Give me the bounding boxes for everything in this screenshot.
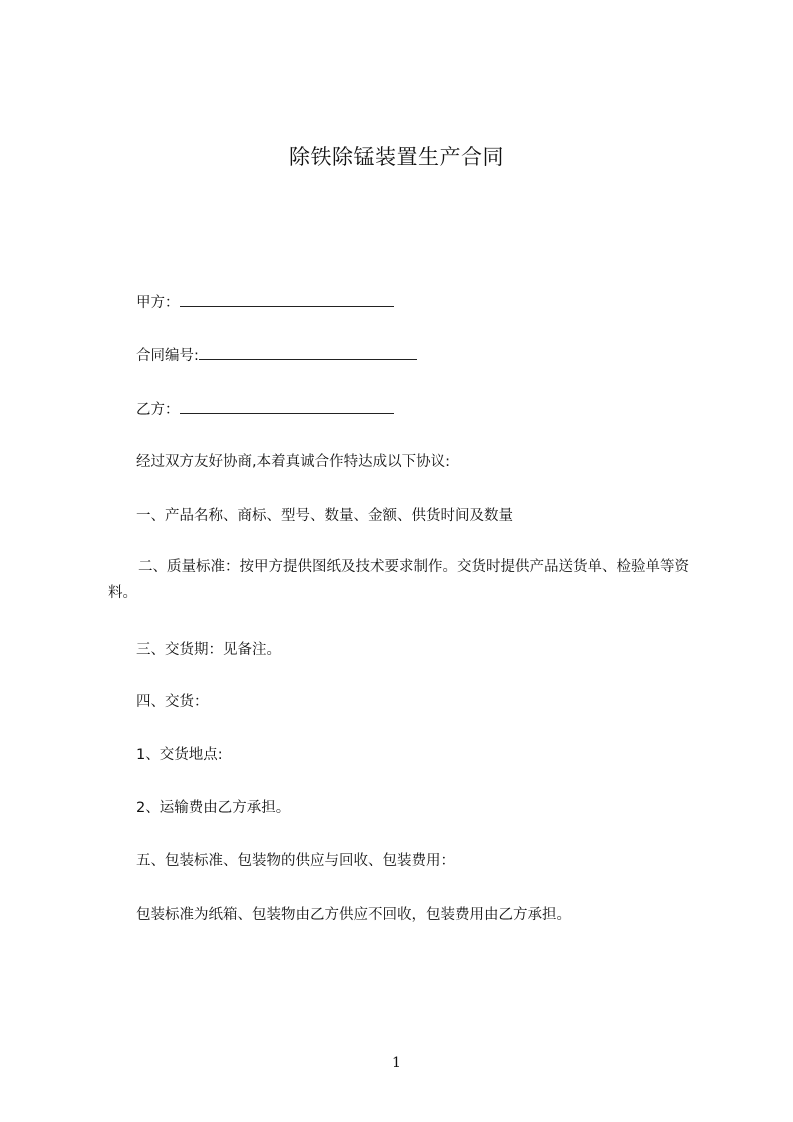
party-b-label: 乙方： — [136, 402, 180, 418]
contract-no-line — [136, 345, 417, 366]
document-title: 除铁除锰装置生产合同 — [289, 145, 504, 169]
section-1: 一、产品名称、商标、型号、数量、金额、供货时间及数量 — [136, 508, 513, 524]
party-b-line — [136, 399, 394, 420]
section-5: 五、包装标准、包装物的供应与回收、包装费用： — [136, 853, 455, 869]
section-3: 三、交货期：见备注。 — [136, 642, 281, 658]
contract-no-label: 合同编号: — [136, 348, 199, 364]
section-4-item-1: 1、交货地点: — [136, 747, 223, 763]
section-2: 二、质量标准：按甲方提供图纸及技术要求制作。交货时提供产品送货单、检验单等资料。 — [108, 559, 689, 601]
party-a-blank[interactable] — [180, 292, 394, 307]
party-a-label: 甲方： — [136, 295, 180, 311]
page-number: 1 — [392, 1055, 401, 1071]
section-4: 四、交货： — [136, 694, 209, 710]
party-a-line — [136, 292, 394, 313]
intro-text: 经过双方友好协商,本着真诚合作特达成以下协议: — [136, 454, 450, 470]
section-4-item-2: 2、运输费由乙方承担。 — [136, 800, 291, 816]
contract-no-blank[interactable] — [199, 345, 417, 360]
section-5-text: 包装标准为纸箱、包装物由乙方供应不回收，包装费用由乙方承担。 — [136, 907, 571, 923]
party-b-blank[interactable] — [180, 399, 394, 414]
